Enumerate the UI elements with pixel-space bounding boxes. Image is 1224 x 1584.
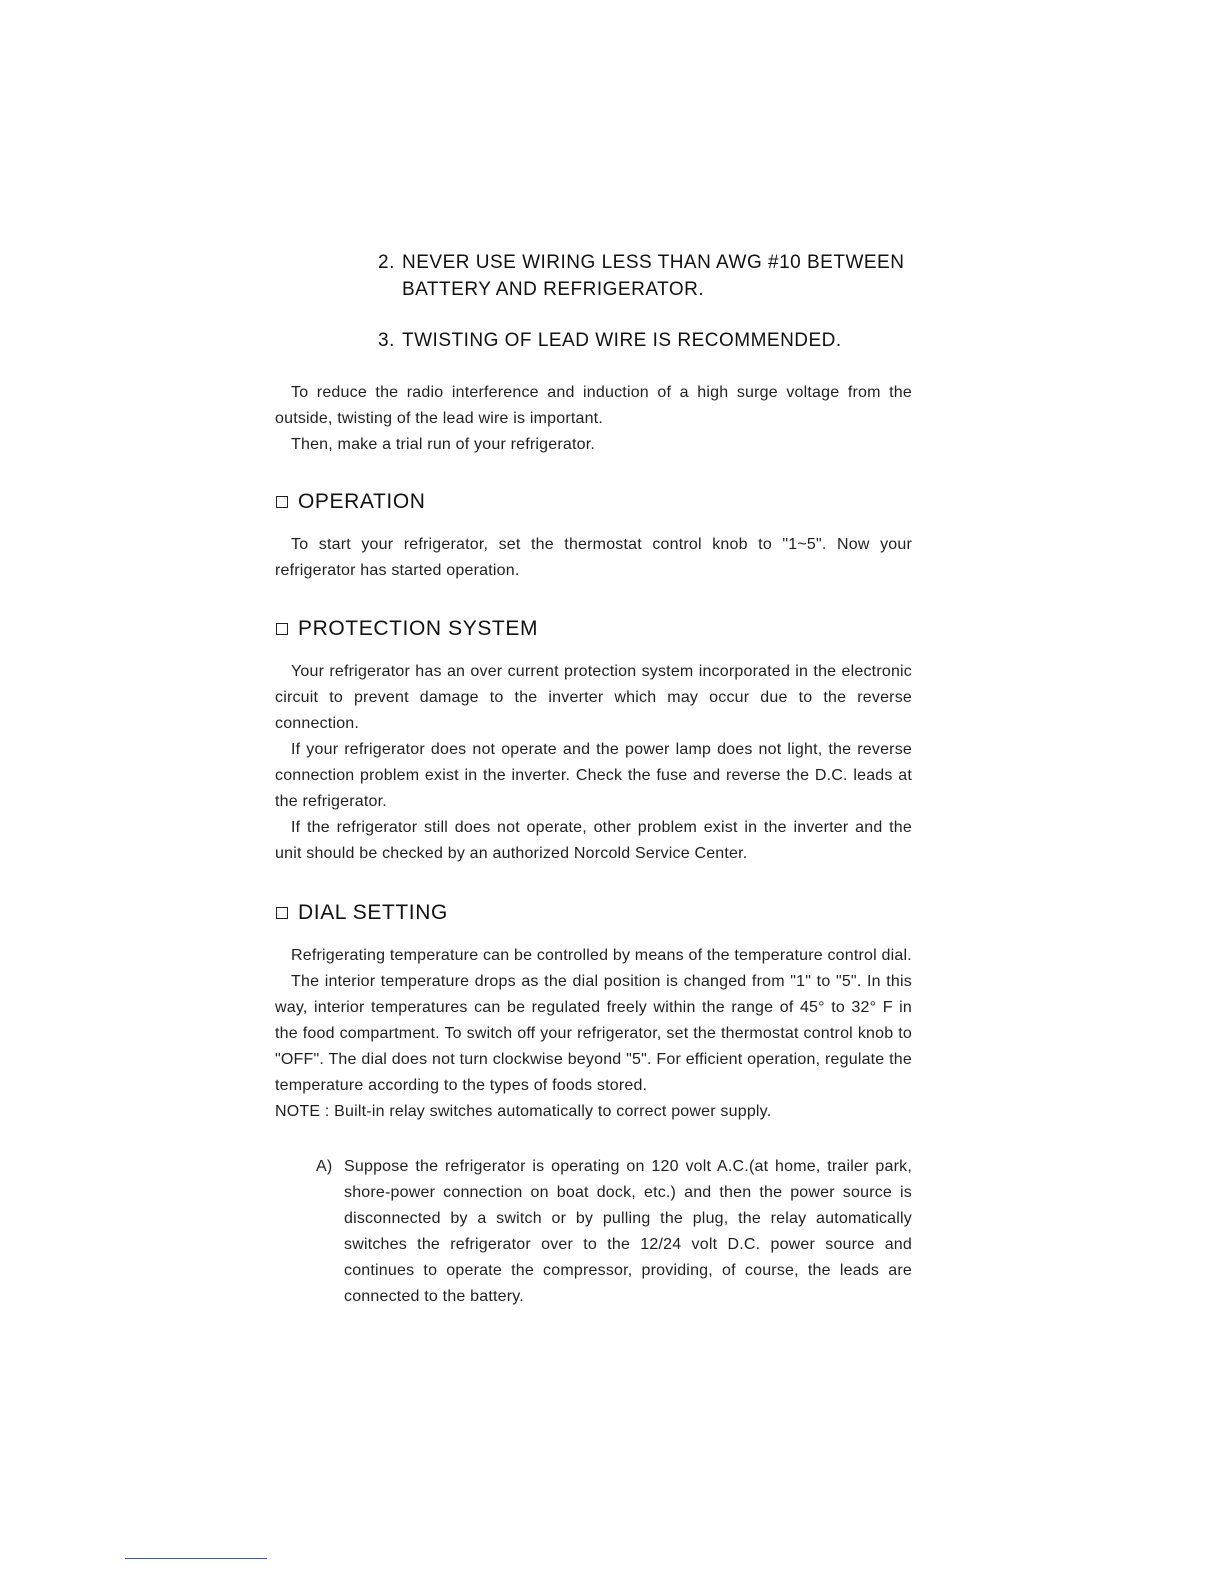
numbered-item-3 — [378, 327, 938, 354]
heading-text: DIAL SETTING — [298, 901, 448, 924]
checkbox-square-icon — [276, 907, 288, 919]
dial-paragraph-1: Refrigerating temperature can be controlled by means of the temperature control dial. — [291, 947, 912, 964]
protection-paragraph-3: If the refrigerator still does not operate, other problem exist in the inverter and the unit should be checked by an authorized Norcold Service Center. — [275, 819, 912, 862]
dial-sub-item-a — [316, 1154, 912, 1310]
intro-paragraph-2: Then, make a trial run of your refrigerator. — [291, 436, 596, 453]
intro-paragraph-1: To reduce the radio interference and induction of a high surge voltage from the outside, twisting of the lead wire is important. — [275, 384, 912, 427]
checkbox-square-icon — [276, 496, 288, 508]
item-text: TWISTING OF LEAD WIRE IS RECOMMENDED. — [402, 330, 842, 351]
dial-paragraphs — [275, 943, 912, 1125]
item-text: NEVER USE WIRING LESS THAN AWG #10 BETWEEN BATTERY AND REFRIGERATOR. — [402, 252, 905, 300]
protection-paragraph-2: If your refrigerator does not operate and the power lamp does not light, the reverse connection problem exist in the inverter. Check the fuse and reverse the D.C. leads at the refrigerator. — [275, 741, 912, 810]
protection-paragraphs — [275, 659, 912, 867]
operation-paragraphs — [275, 532, 912, 584]
operation-heading — [276, 490, 426, 514]
dial-paragraph-2: The interior temperature drops as the dial position is changed from "1" to "5". In this way, interior temperatures can be regulated freely within the range of 45° to 32° F in the food compartment. To switch off your refrigerator, set the thermostat control knob to "OFF". The dial does not turn clockwise beyond "5". For efficient operation, regulate the temperature according to the types of foods stored. — [275, 973, 912, 1094]
dial-setting-heading — [276, 901, 448, 925]
item-number: 2. — [378, 252, 395, 273]
protection-paragraph-1: Your refrigerator has an over current protection system incorporated in the electronic circuit to prevent damage to the inverter which may occur due to the reverse connection. — [275, 663, 912, 732]
checkbox-square-icon — [276, 623, 288, 635]
heading-text: OPERATION — [298, 490, 426, 513]
heading-text: PROTECTION SYSTEM — [298, 617, 539, 640]
protection-heading — [276, 617, 538, 641]
intro-paragraphs — [275, 380, 912, 458]
item-number: 3. — [378, 330, 395, 351]
footnote-divider — [125, 1558, 267, 1559]
sub-item-label: A) — [316, 1158, 333, 1175]
dial-note: NOTE : Built-in relay switches automatically to correct power supply. — [275, 1103, 772, 1120]
sub-item-text: Suppose the refrigerator is operating on 120 volt A.C.(at home, trailer park, shore-power connection on boat dock, etc.) and then the power source is disconnected by a switch or by pulling the plug, the relay automatically switches the refrigerator over to the 12/24 volt D.C. power source and continues to operate the compressor, providing, of course, the leads are connected to the battery. — [344, 1158, 912, 1305]
numbered-item-2 — [378, 249, 938, 303]
operation-paragraph-1: To start your refrigerator, set the thermostat control knob to "1~5". Now your refrigerator has started operation. — [275, 536, 912, 579]
